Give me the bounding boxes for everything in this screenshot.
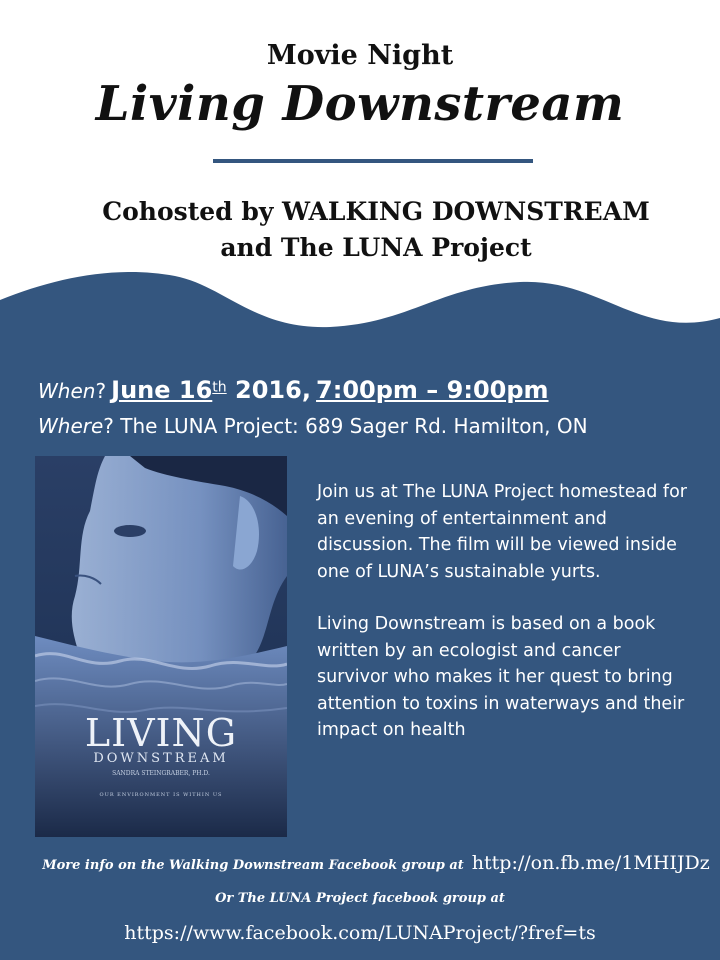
event-date: June 16 (111, 376, 213, 404)
title-divider (213, 159, 533, 163)
where-value: ? The LUNA Project: 689 Sager Rd. Hamilton, ON (103, 414, 588, 438)
page-title: Living Downstream (95, 76, 625, 132)
movie-poster (35, 456, 287, 837)
event-date-suffix: th (212, 379, 227, 396)
when-label: When (38, 379, 96, 403)
footer-info (0, 852, 720, 874)
cohost-line-1: Cohosted by WALKING DOWNSTREAM (102, 197, 650, 226)
event-year: 2016, (226, 376, 311, 404)
cohost-line-2: and The LUNA Project (220, 233, 532, 262)
poster-credit: SANDRA STEINGRABER, PH.D. (112, 770, 210, 777)
pre-title: Movie Night (266, 40, 454, 71)
poster-artwork (35, 456, 287, 837)
poster-tagline: OUR ENVIRONMENT IS WITHIN US (99, 792, 223, 798)
footer-info-text: More info on the Walking Downstream Facebook group at (42, 858, 464, 873)
where-label: Where (38, 414, 104, 438)
poster-subtitle: DOWNSTREAM (93, 751, 229, 766)
footer-alt-link[interactable]: https://www.facebook.com/LUNAProject/?fref=ts (124, 922, 596, 944)
when-question: ? (95, 379, 107, 403)
description-paragraph-2: Living Downstream is based on a book written by an ecologist and cancer survivor who makes it her quest to bring attention to toxins in waterways and their impact on health (317, 614, 685, 740)
footer-alt-text: Or The LUNA Project facebook group at (215, 891, 505, 906)
event-where (38, 414, 588, 438)
event-when (38, 376, 549, 404)
event-description (317, 479, 697, 770)
poster-title: LIVING (84, 711, 238, 755)
description-paragraph-1: Join us at The LUNA Project homestead for an evening of entertainment and discussion. The film will be viewed inside one of LUNA’s sustainable yurts. (317, 482, 687, 582)
footer-info-link[interactable]: http://on.fb.me/1MHIJDz (471, 852, 710, 874)
event-time: 7:00pm – 9:00pm (316, 376, 549, 404)
cohost-heading (0, 194, 720, 266)
